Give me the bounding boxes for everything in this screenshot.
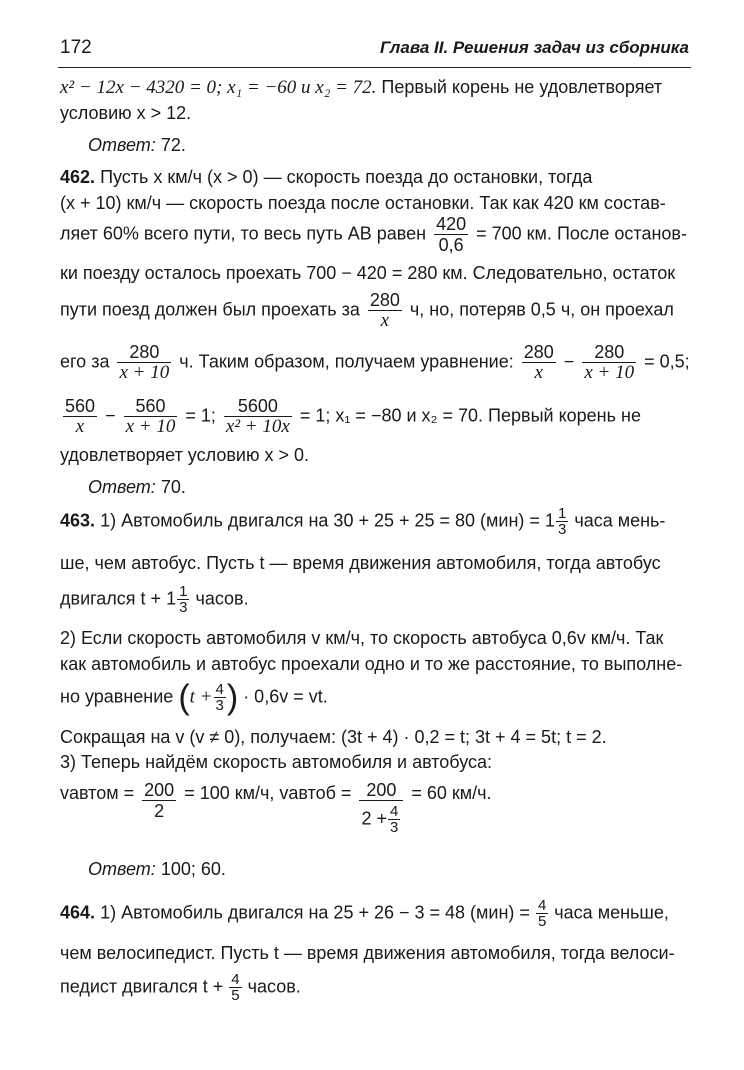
page-header [58,33,691,68]
answer-intro: Ответ: 72. [88,135,186,155]
p463-line-5: как автомобиль и автобус проехали одно и то же расстояние, то выполне- [60,654,683,674]
p462-line-2: (x + 10) км/ч — скорость поезда после остановки. Так как 420 км состав- [60,193,666,213]
p463-line-7: Сокращая на v (v ≠ 0), получаем: (3t + 4) · 0,2 = t; 3t + 4 = 5t; t = 2. [60,727,607,747]
p462-line-3: ляет 60% всего пути, то весь путь AB равен $\frac{420}{0,6}$ = 700 км. После останов- [60,214,687,255]
fraction: $\frac{1}{3}$ [557,505,567,538]
fraction: $\frac{280}{x}$ [369,290,400,331]
page-number: 172 [60,37,92,58]
intro-line-2: условию x > 12. [60,103,192,123]
fraction: 200 2 + $\frac{4}{3}$ [359,780,403,835]
answer-462: Ответ: 70. [88,477,186,497]
intro-line-1: x² − 12x − 4320 = 0; x₁ = −60 и x₂ = 72. Первый корень не удовлетворяет [60,77,663,98]
p463-line-4: 2) Если скорость автомобиля v км/ч, то скорость автобуса 0,6v км/ч. Так [60,628,664,648]
chapter-title: Глава II. Решения задач из сборника [380,38,689,57]
p462-line-7: $\frac{560}{x}$ − $\frac{560}{x + 10}$ = 1; $\frac{5600}{\text{x² + 10x}}$ = 1; x₁ = −80 и x₂ = 70. Первый корень не [65,396,641,437]
fraction: $\frac{5600}{\text{x² + 10x}}$ [225,396,290,437]
fraction: $\frac{4}{3}$ [215,681,224,714]
p463-line-6: но уравнение (t + $\frac{4}{3}$ ) · 0,6v = vt. [60,678,328,717]
fraction: $\frac{560}{x + 10}$ [125,396,176,437]
fraction: $\frac{560}{x}$ [65,396,96,437]
p464-line-3: педист двигался t + $\frac{4}{5}$ часов. [60,971,301,1004]
p463-line-1: 463. 1) Автомобиль двигался на 30 + 25 + 25 = 80 (мин) = 1 $\frac{1}{3}$ часа мень- [60,505,666,538]
p462-line-5: пути поезд должен был проехать за $\frac{280}{x}$ ч, но, потеряв 0,5 ч, он проехал [60,290,674,331]
p463-line-9: vавтом = $\frac{200}{2}$ = 100 км/ч, vавтоб = 200 2 + $\frac{4}{3}$ = 60 км/ч. [60,780,492,836]
fraction: $\frac{420}{0,6}$ [436,214,467,255]
fraction: $\frac{4}{3}$ [389,803,399,836]
p462-line-8: удовлетворяет условию x > 0. [60,445,309,465]
p462-line-4: ки поезду осталось проехать 700 − 420 = 280 км. Следовательно, остаток [60,263,676,283]
fraction: $\frac{200}{2}$ [144,780,175,821]
p462-line-6: его за $\frac{280}{x + 10}$ ч. Таким образом, получаем уравнение: $\frac{280}{x}$ − $\frac{280}{x + 10}$ = 0,5; [60,342,690,383]
fraction: $\frac{280}{x + 10}$ [584,342,635,383]
p463-line-3: двигался t + 1 $\frac{1}{3}$ часов. [60,583,249,616]
fraction: $\frac{280}{x + 10}$ [119,342,170,383]
p464-line-1: 464. 1) Автомобиль двигался на 25 + 26 − 3 = 48 (мин) = $\frac{4}{5}$ часа меньше, [60,897,669,930]
p463-line-2: ше, чем автобус. Пусть t — время движения автомобиля, тогда автобус [60,553,661,573]
fraction: $\frac{280}{x}$ [523,342,554,383]
fraction: $\frac{1}{3}$ [179,583,188,616]
p464-line-2: чем велосипедист. Пусть t — время движения автомобиля, тогда велоси- [60,943,675,963]
p462-line-1: 462. Пусть x км/ч (x > 0) — скорость поезда до остановки, тогда [60,167,593,187]
fraction: $\frac{4}{5}$ [537,897,547,930]
fraction: $\frac{4}{5}$ [231,971,240,1004]
answer-463: Ответ: 100; 60. [88,859,226,879]
p463-line-8: 3) Теперь найдём скорость автомобиля и автобуса: [60,752,493,772]
